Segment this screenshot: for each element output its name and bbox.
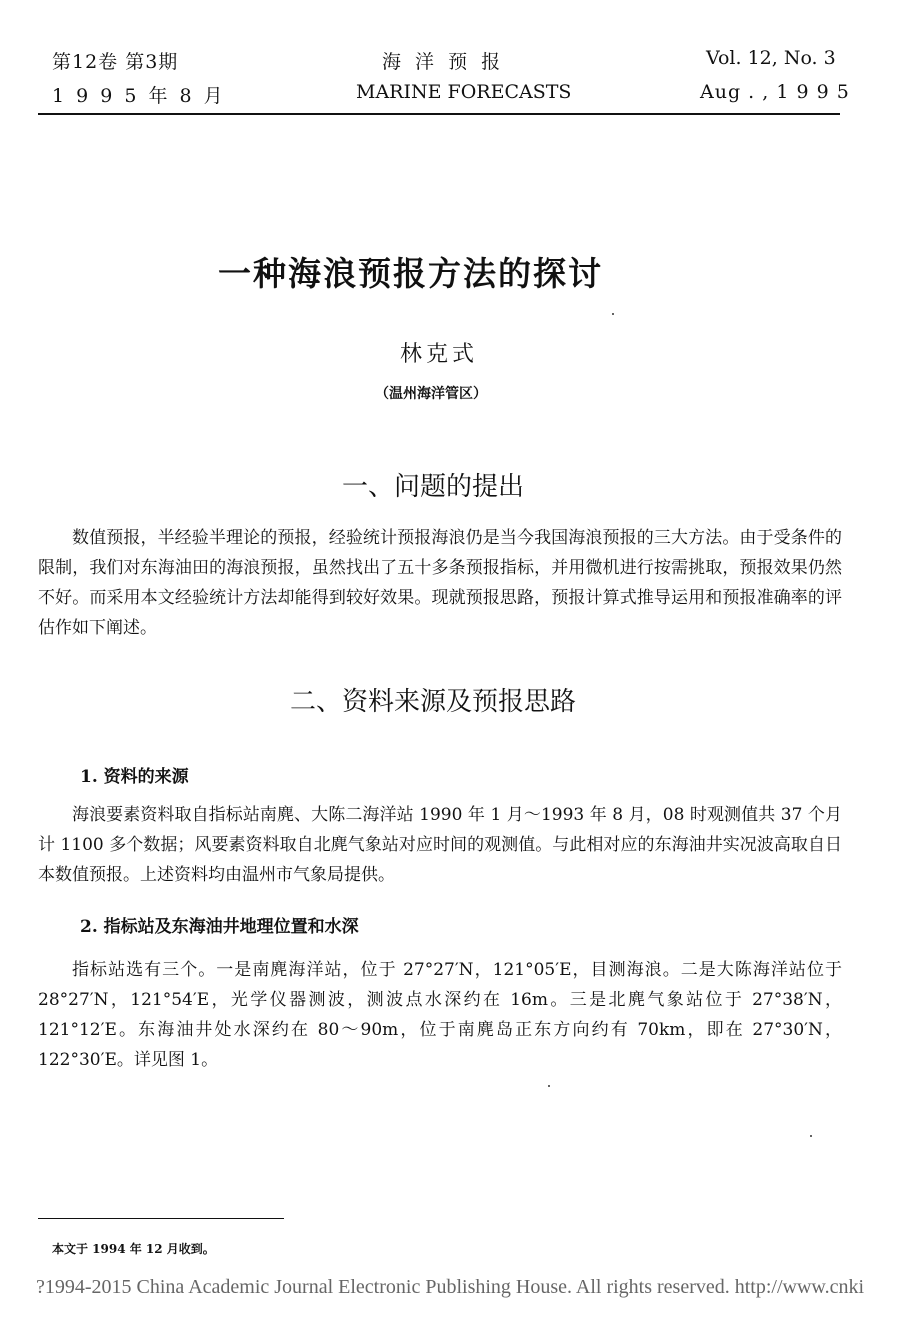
journal-volume-issue-en: Vol. 12, No. 3 xyxy=(706,47,836,69)
footnote-received-date: 本文于 1994 年 12 月收到。 xyxy=(52,1242,215,1256)
author-affiliation: （温州海洋管区） xyxy=(375,386,487,402)
subsection-2-paragraph: 指标站选有三个。一是南麂海洋站，位于 27°27′N，121°05′E，目测海浪。二是大陈海洋站位于 28°27′N，121°54′E，光学仪器测波，测波点水深约在 16m。三是北麂气象站位于 27°38′N，121°12′E。东海油井处水深约在 80～90m，位于南麂岛正东方向约有 70km，即在 27°30′N，122°30′E。详见图 1。 xyxy=(38,960,842,1070)
section-heading-1: 一、问题的提出 xyxy=(342,472,525,502)
scan-speck xyxy=(810,1135,812,1137)
section-heading-2: 二、资料来源及预报思路 xyxy=(290,687,577,717)
journal-date-cn: 1 9 9 5 年 8 月 xyxy=(52,85,226,107)
copyright-notice: ?1994-2015 China Academic Journal Electronic Publishing House. All rights reserved. http://www.cnki xyxy=(36,1276,864,1298)
journal-volume-issue: 第12卷 第3期 xyxy=(52,51,179,73)
subsection-heading-2: 2. 指标站及东海油井地理位置和水深 xyxy=(80,917,359,937)
journal-name-en: MARINE FORECASTS xyxy=(356,81,572,103)
scan-speck xyxy=(612,313,614,315)
section-1-paragraph: 数值预报，半经验半理论的预报，经验统计预报海浪仍是当今我国海浪预报的三大方法。由于受条件的限制，我们对东海油田的海浪预报，虽然找出了五十多条预报指标，并用微机进行按需挑取，预报效果仍然不好。而采用本文经验统计方法却能得到较好效果。现就预报思路，预报计算式推导运用和预报准确率的评估作如下阐述。 xyxy=(38,528,842,638)
article-title: 一种海浪预报方法的探讨 xyxy=(218,254,603,293)
scan-speck xyxy=(548,1085,550,1087)
journal-date-en: Aug . , 1 9 9 5 xyxy=(700,81,850,103)
header-rule xyxy=(38,113,840,115)
subsection-1-paragraph: 海浪要素资料取自指标站南麂、大陈二海洋站 1990 年 1 月～1993 年 8 月，08 时观测值共 37 个月计 1100 多个数据；风要素资料取自北麂气象站对应时间的观测值。与此相对应的东海油井实况波高取自日本数值预报。上述资料均由温州市气象局提供。 xyxy=(38,805,842,885)
footnote-rule xyxy=(38,1218,284,1219)
subsection-heading-1: 1. 资料的来源 xyxy=(80,767,189,787)
author-name: 林克式 xyxy=(400,342,479,367)
journal-name-cn: 海 洋 预 报 xyxy=(382,51,505,73)
